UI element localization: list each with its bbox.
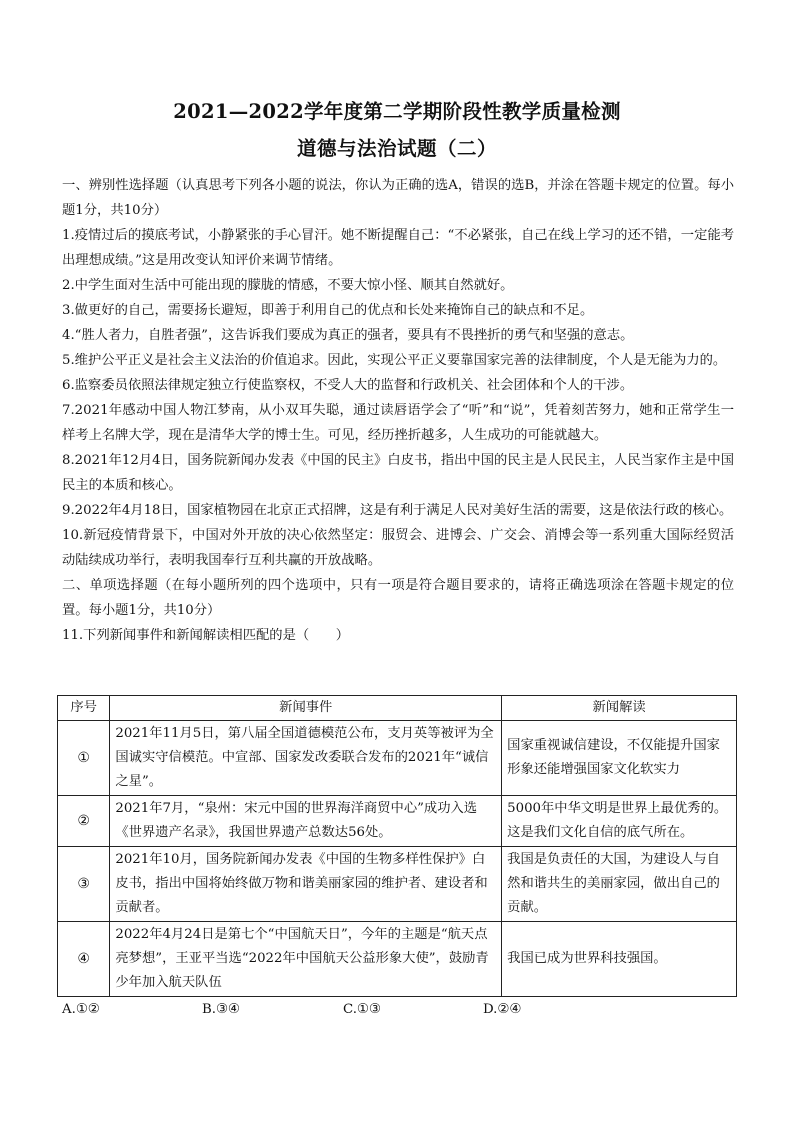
row-number: ①	[58, 721, 110, 796]
question-2: 2.中学生面对生活中可能出现的朦胧的情感，不要大惊小怪、顺其自然就好。	[62, 278, 514, 293]
row-number: ④	[58, 922, 110, 997]
exam-subtitle: 道德与法治试题（二）	[296, 137, 497, 160]
question-body	[62, 173, 734, 648]
table-header-row	[58, 696, 737, 721]
exam-title: 2021—2022学年度第二学期阶段性教学质量检测	[173, 100, 621, 123]
question-11: 11.下列新闻事件和新闻解读相匹配的是（ ）	[62, 628, 350, 643]
header-event: 新闻事件	[110, 696, 502, 721]
table-row	[58, 922, 737, 997]
row-number: ②	[58, 796, 110, 847]
question-5: 5.维护公平正义是社会主义法治的价值追求。因此，实现公平正义要靠国家完善的法律制度，个人是无能为力的。	[62, 353, 727, 368]
option-a[interactable]: A.①②	[62, 1002, 100, 1017]
table-row	[58, 721, 737, 796]
option-b[interactable]: B.③④	[202, 1002, 240, 1017]
header-no: 序号	[58, 696, 110, 721]
question-8: 8.2021年12月4日，国务院新闻办发表《中国的民主》白皮书，指出中国的民主是人民民主，人民当家作主是中国民主的本质和核心。	[62, 453, 734, 493]
section2-heading: 二、单项选择题（在每小题所列的四个选项中，只有一项是符合题目要求的，请将正确选项涂在答题卡规定的位置。每小题1分，共10分）	[62, 578, 734, 618]
row-event: 2021年11月5日，第八届全国道德模范公布，支月英等被评为全国诚实守信模范。中宣部、国家发改委联合发布的2021年“诚信之星”。	[110, 721, 502, 796]
option-c[interactable]: C.①③	[343, 1002, 381, 1017]
row-interp: 5000年中华文明是世界上最优秀的。这是我们文化自信的底气所在。	[502, 796, 737, 847]
row-number: ③	[58, 847, 110, 922]
table-row	[58, 796, 737, 847]
row-event: 2021年10月，国务院新闻办发表《中国的生物多样性保护》白皮书，指出中国将始终做万物和谐美丽家园的维护者、建设者和贡献者。	[110, 847, 502, 922]
question-3: 3.做更好的自己，需要扬长避短，即善于利用自己的优点和长处来掩饰自己的缺点和不足。	[62, 303, 594, 318]
header-interp: 新闻解读	[502, 696, 737, 721]
question-1: 1.疫情过后的摸底考试，小静紧张的手心冒汗。她不断提醒自己：“不必紧张，自己在线上学习的还不错，一定能考出理想成绩。”这是用改变认知评价来调节情绪。	[62, 228, 734, 268]
row-event: 2022年4月24日是第七个“中国航天日”，今年的主题是“航天点亮梦想”，王亚平当选“2022年中国航天公益形象大使”，鼓励青少年加入航天队伍	[110, 922, 502, 997]
row-event: 2021年7月，“泉州：宋元中国的世界海洋商贸中心”成功入选《世界遗产名录》，我国世界遗产总数达56处。	[110, 796, 502, 847]
question-9: 9.2022年4月18日，国家植物园在北京正式招牌，这是有利于满足人民对美好生活的需要，这是依法行政的核心。	[62, 503, 733, 518]
question-10: 10.新冠疫情背景下，中国对外开放的决心依然坚定：服贸会、进博会、广交会、消博会等一系列重大国际经贸活动陆续成功举行，表明我国奉行互利共赢的开放战略。	[62, 528, 734, 568]
row-interp: 我国是负责任的大国，为建设人与自然和谐共生的美丽家园，做出自己的贡献。	[502, 847, 737, 922]
row-interp: 国家重视诚信建设，不仅能提升国家形象还能增强国家文化软实力	[502, 721, 737, 796]
question-7: 7.2021年感动中国人物江梦南，从小双耳失聪，通过读唇语学会了“听”和“说”，凭着刻苦努力，她和正常学生一样考上名牌大学，现在是清华大学的博士生。可见，经历挫折越多，人生成功的可能就越大。	[62, 403, 734, 443]
option-d[interactable]: D.②④	[483, 1002, 522, 1017]
news-table	[57, 695, 737, 997]
question-4: 4.“胜人者力，自胜者强”，这告诉我们要成为真正的强者，要具有不畏挫折的勇气和坚强的意志。	[62, 328, 634, 343]
row-interp: 我国已成为世界科技强国。	[502, 922, 737, 997]
question-6: 6.监察委员依照法律规定独立行使监察权，不受人大的监督和行政机关、社会团体和个人的干涉。	[62, 378, 634, 393]
table-row	[58, 847, 737, 922]
section1-heading: 一、辨别性选择题（认真思考下列各小题的说法，你认为正确的选A，错误的选B，并涂在答题卡规定的位置。每小题1分，共10分）	[62, 178, 734, 218]
